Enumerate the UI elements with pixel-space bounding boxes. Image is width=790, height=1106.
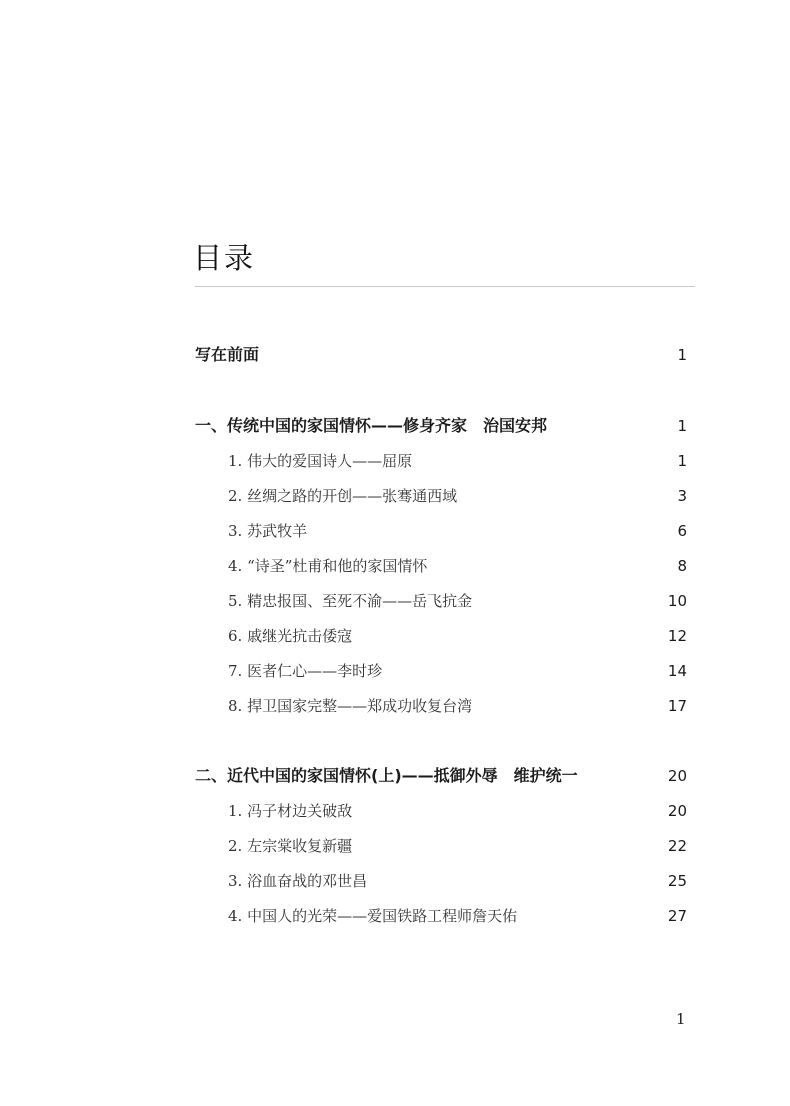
toc-entry[interactable]: [228, 869, 687, 893]
toc-entry-label: 一、传统中国的家国情怀——修身齐家 治国安邦: [195, 416, 548, 435]
toc-entry[interactable]: [228, 694, 687, 718]
toc-entry-page: 3: [677, 487, 687, 505]
toc-entry-page: 20: [667, 802, 687, 820]
toc-entry-label: 5. 精忠报国、至死不渝——岳飞抗金: [228, 592, 473, 610]
toc-title: 目录: [193, 241, 256, 275]
toc-entry-label: 6. 戚继光抗击倭寇: [228, 627, 353, 645]
toc-entry-page: 1: [677, 346, 687, 364]
toc-entry-page: 14: [667, 662, 687, 680]
toc-entry-page: 25: [667, 872, 687, 890]
toc-entry-label: 2. 左宗棠收复新疆: [228, 837, 353, 855]
toc-entry-label: 7. 医者仁心——李时珍: [228, 662, 383, 680]
toc-entry-page: 6: [677, 522, 687, 540]
toc-entry-label: 1. 冯子材边关破敌: [228, 802, 353, 820]
toc-entry-page: 27: [667, 907, 687, 925]
toc-entry[interactable]: [195, 764, 687, 788]
toc-entry[interactable]: [228, 589, 687, 613]
toc-entry-page: 1: [677, 452, 687, 470]
page-number: 1: [676, 1010, 686, 1028]
toc-entry[interactable]: [228, 659, 687, 683]
toc-entry[interactable]: [228, 904, 687, 928]
toc-entry-page: 8: [677, 557, 687, 575]
toc-entry[interactable]: [195, 343, 687, 367]
toc-entry-page: 12: [667, 627, 687, 645]
toc-entry[interactable]: [228, 519, 687, 543]
toc-entry-page: 1: [677, 417, 687, 435]
toc-entry-label: 3. 浴血奋战的邓世昌: [228, 872, 368, 890]
toc-entry-label: 4. “诗圣”杜甫和他的家国情怀: [228, 557, 428, 575]
toc-entry[interactable]: [228, 799, 687, 823]
toc-entry-page: 17: [667, 697, 687, 715]
toc-entry[interactable]: [228, 484, 687, 508]
toc-entry[interactable]: [228, 554, 687, 578]
toc-entry[interactable]: [228, 624, 687, 648]
toc-entry-page: 10: [667, 592, 687, 610]
toc-entry-label: 1. 伟大的爱国诗人——屈原: [228, 452, 413, 470]
toc-entry-label: 二、近代中国的家国情怀(上)——抵御外辱 维护统一: [195, 766, 578, 785]
toc-entry[interactable]: [228, 834, 687, 858]
toc-entry-label: 写在前面: [195, 345, 260, 364]
toc-entry[interactable]: [228, 449, 687, 473]
toc-entry-page: 22: [667, 837, 687, 855]
toc-entry[interactable]: [195, 414, 687, 438]
toc-entry-label: 2. 丝绸之路的开创——张骞通西域: [228, 487, 458, 505]
toc-entry-page: 20: [667, 767, 687, 785]
toc-entry-label: 3. 苏武牧羊: [228, 522, 308, 540]
toc-entry-label: 4. 中国人的光荣——爱国铁路工程师詹天佑: [228, 907, 518, 925]
toc-entry-label: 8. 捍卫国家完整——郑成功收复台湾: [228, 697, 473, 715]
